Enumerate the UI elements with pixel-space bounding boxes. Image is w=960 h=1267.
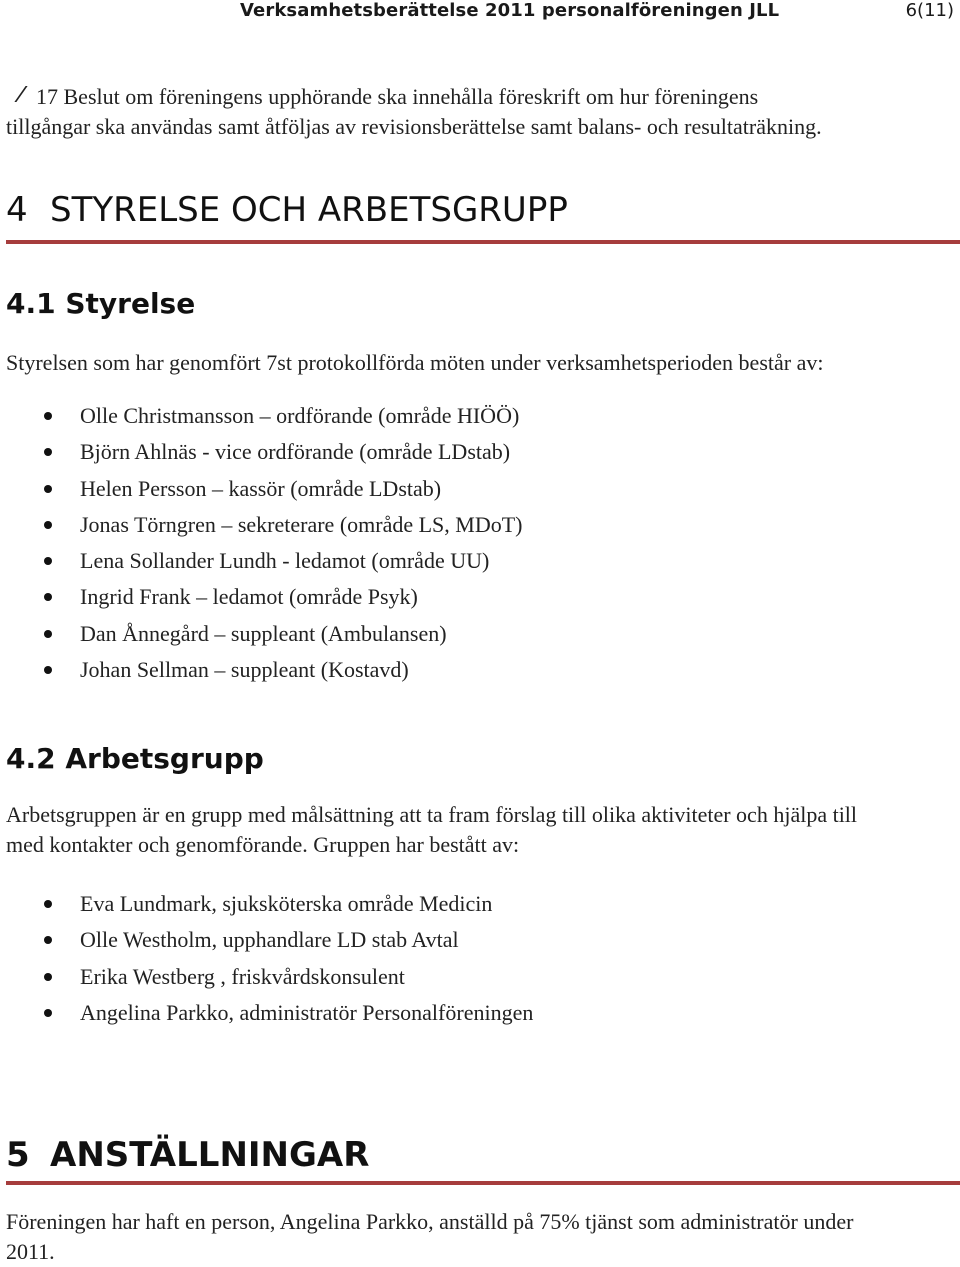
list-item: Erika Westberg , friskvårdskonsulent: [0, 962, 533, 998]
list-item: Olle Christmansson – ordförande (område HIÖÖ): [0, 401, 523, 437]
footnote: [6, 82, 906, 142]
section-4-heading: [6, 190, 960, 244]
header-title: Verksamhetsberättelse 2011 personalföreningen JLL: [240, 0, 780, 21]
bullet-icon: [44, 448, 52, 456]
section-5-title: ANSTÄLLNINGAR: [50, 1135, 370, 1175]
bullet-icon: [44, 485, 52, 493]
styrelse-intro: Styrelsen som har genomfört 7st protokollförda möten under verksamhetsperioden består av:: [6, 350, 824, 375]
bullet-icon: [44, 557, 52, 565]
list-item: Johan Sellman – suppleant (Kostavd): [0, 655, 523, 691]
subsection-4-1-heading: 4.1 Styrelse: [6, 287, 196, 320]
section-5-number: 5: [6, 1135, 30, 1175]
page-header: [0, 0, 960, 26]
bullet-icon: [44, 630, 52, 638]
bullet-icon: [44, 593, 52, 601]
list-item: Ingrid Frank – ledamot (område Psyk): [0, 582, 523, 618]
bullet-icon: [44, 973, 52, 981]
anstallningar-line-2: 2011.: [6, 1239, 55, 1264]
arbetsgrupp-intro-line-2: med kontakter och genomförande. Gruppen har bestått av:: [6, 832, 520, 857]
section-4-number: 4: [6, 190, 28, 230]
bullet-icon: [44, 521, 52, 529]
subsection-4-2-heading: 4.2 Arbetsgrupp: [6, 742, 264, 775]
styrelse-members-list: [0, 401, 523, 691]
bullet-icon: [44, 936, 52, 944]
anstallningar-line-1: Föreningen har haft en person, Angelina Parkko, anställd på 75% tjänst som administratör under: [6, 1209, 854, 1234]
list-item: Olle Westholm, upphandlare LD stab Avtal: [0, 925, 533, 961]
bullet-icon: [44, 666, 52, 674]
section-4-title: STYRELSE OCH ARBETSGRUPP: [50, 190, 568, 230]
anstallningar-text: [6, 1207, 951, 1267]
page-number: 6(11): [905, 0, 954, 21]
list-item: Jonas Törngren – sekreterare (område LS, MDoT): [0, 510, 523, 546]
bullet-icon: [44, 1009, 52, 1017]
bullet-icon: [44, 412, 52, 420]
list-item: Angelina Parkko, administratör Personalföreningen: [0, 998, 533, 1034]
list-item: Björn Ahlnäs - vice ordförande (område LDstab): [0, 437, 523, 473]
list-item: Helen Persson – kassör (område LDstab): [0, 474, 523, 510]
list-item: Eva Lundmark, sjuksköterska område Medicin: [0, 889, 533, 925]
list-item: Dan Ånnegård – suppleant (Ambulansen): [0, 619, 523, 655]
list-item: Lena Sollander Lundh - ledamot (område UU): [0, 546, 523, 582]
arbetsgrupp-intro: [6, 800, 951, 860]
bullet-icon: [44, 900, 52, 908]
footnote-line-2: tillgångar ska användas samt åtföljas av revisionsberättelse samt balans- och resultaträkning.: [6, 114, 822, 139]
arbetsgrupp-intro-line-1: Arbetsgruppen är en grupp med målsättning att ta fram förslag till olika aktiviteter och hjälpa till: [6, 802, 858, 827]
footnote-line-1: 17 Beslut om föreningens upphörande ska innehålla föreskrift om hur föreningens: [36, 84, 759, 109]
arbetsgrupp-members-list: [0, 889, 533, 1034]
section-5-heading: [6, 1135, 960, 1185]
